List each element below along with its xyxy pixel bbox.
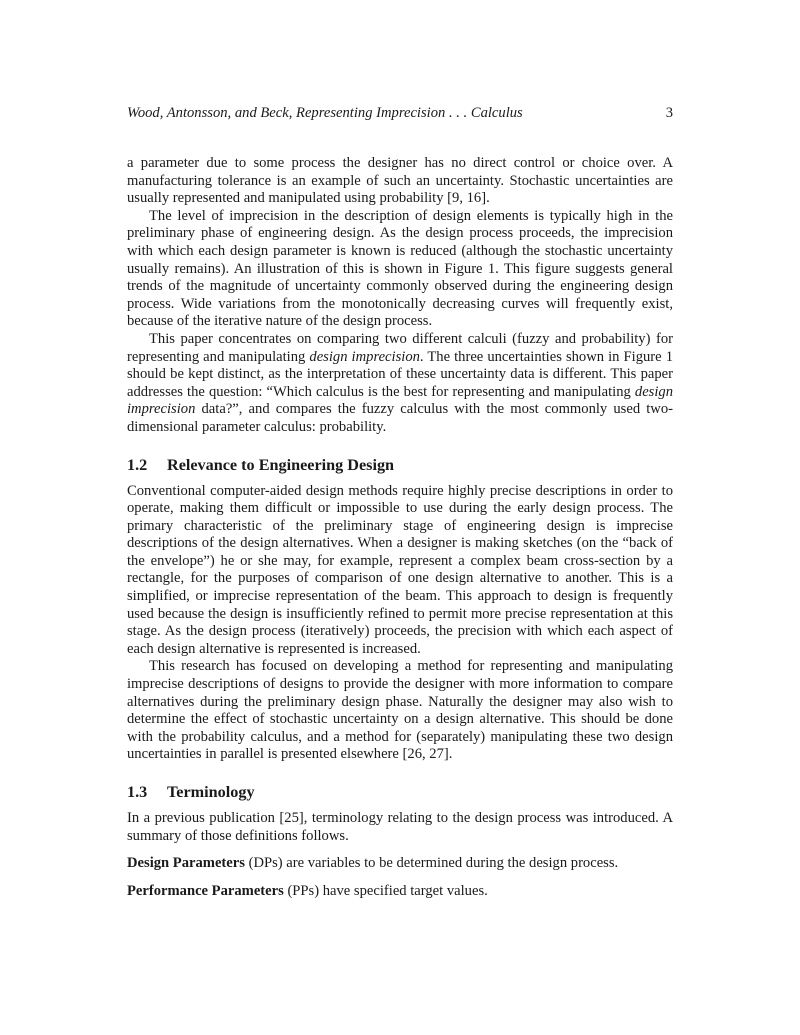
paragraph-cad-methods: Conventional computer-aided design methods require highly precise descriptions in order to operate, making them difficult or impossible to use during the early design process. The primary characteristic of the preliminary stage of engineering design is imprecise descriptions of the design alternatives. When a designer is making sketches (on the “back of the envelope”) he or she may, for example, represent a complex beam cross-section by a rectangle, for the purposes of comparison of one design alternative to another. This is a simplified, or imprecise representation of the beam. This approach to design is frequently used because the design is insufficiently refined to permit more precise representation at this stage. As the design process (iteratively) proceeds, the precision with which each aspect of each design alternative is represented is increased. — [127, 482, 673, 657]
page-number: 3 — [665, 105, 673, 121]
emphasis-design-imprecision: design imprecision — [309, 348, 420, 365]
running-header — [127, 104, 673, 122]
paragraph-terminology: In a previous publication [25], terminology relating to the design process was introduced. A summary of those definitions follows. — [127, 810, 673, 844]
paragraph-research-focus: This research has focused on developing a method for representing and manipulating imprecise descriptions of designs to provide the designer with more information to compare alternatives during the preliminary design phase. Naturally the designer may also wish to determine the effect of stochastic uncertainty on a design alternative. This should be done with the probability calculus, and a method for (separately) manipulating these two design uncertainties in parallel is presented elsewhere [26, 27]. — [127, 658, 673, 763]
definition-term: Performance Parameters — [127, 882, 284, 899]
section-title: Terminology — [167, 783, 255, 801]
section-number: 1.2 — [127, 455, 148, 474]
definition-performance-parameters — [127, 883, 673, 901]
section-title: Relevance to Engineering Design — [167, 455, 395, 474]
text-run: data?”, and compares the fuzzy calculus with the most commonly used two-dimensional parameter calculus: probability. — [127, 401, 673, 435]
text-run: . The three uncertainties shown in Figure 1 should be kept distinct, as the interpretation of these uncertainty data is different. This paper addresses the question: “Which calculus is the best for representing and manipulating — [127, 348, 673, 400]
section-number: 1.3 — [127, 783, 148, 801]
definition-text: (DPs) are variables to be determined during the design process. — [244, 855, 619, 872]
paragraph-calculi-comparison — [127, 331, 673, 437]
paragraph-imprecision-level: The level of imprecision in the description of design elements is typically high in the preliminary phase of engineering design. As the design process proceeds, the imprecision with which each design parameter is known is reduced (although the stochastic uncertainty usually remains). An illustration of this is shown in Figure 1. This figure suggests general trends of the magnitude of uncertainty commonly observed during the engineering design process. Wide variations from the monotonically decreasing curves will frequently exist, because of the iterative nature of the design process. — [127, 207, 673, 330]
definition-design-parameters — [127, 855, 673, 873]
paragraph-continued: a parameter due to some process the designer has no direct control or choice over. A manufacturing tolerance is an example of such an uncertainty. Stochastic uncertainties are usually represented and manipulated using probability [9, 16]. — [127, 155, 673, 207]
section-heading-1-3 — [127, 782, 673, 802]
definition-term: Design Parameters — [127, 855, 245, 872]
emphasis-design-imprecision: design imprecision — [127, 383, 673, 418]
page-body — [127, 155, 673, 900]
section-heading-1-2 — [127, 455, 673, 475]
running-title: Wood, Antonsson, and Beck, Representing Imprecision . . . Calculus — [127, 105, 523, 121]
definition-text: (PPs) have specified target values. — [283, 882, 488, 899]
text-run: This paper concentrates on comparing two different calculi (fuzzy and probability) for representing and manipulating — [127, 330, 673, 365]
